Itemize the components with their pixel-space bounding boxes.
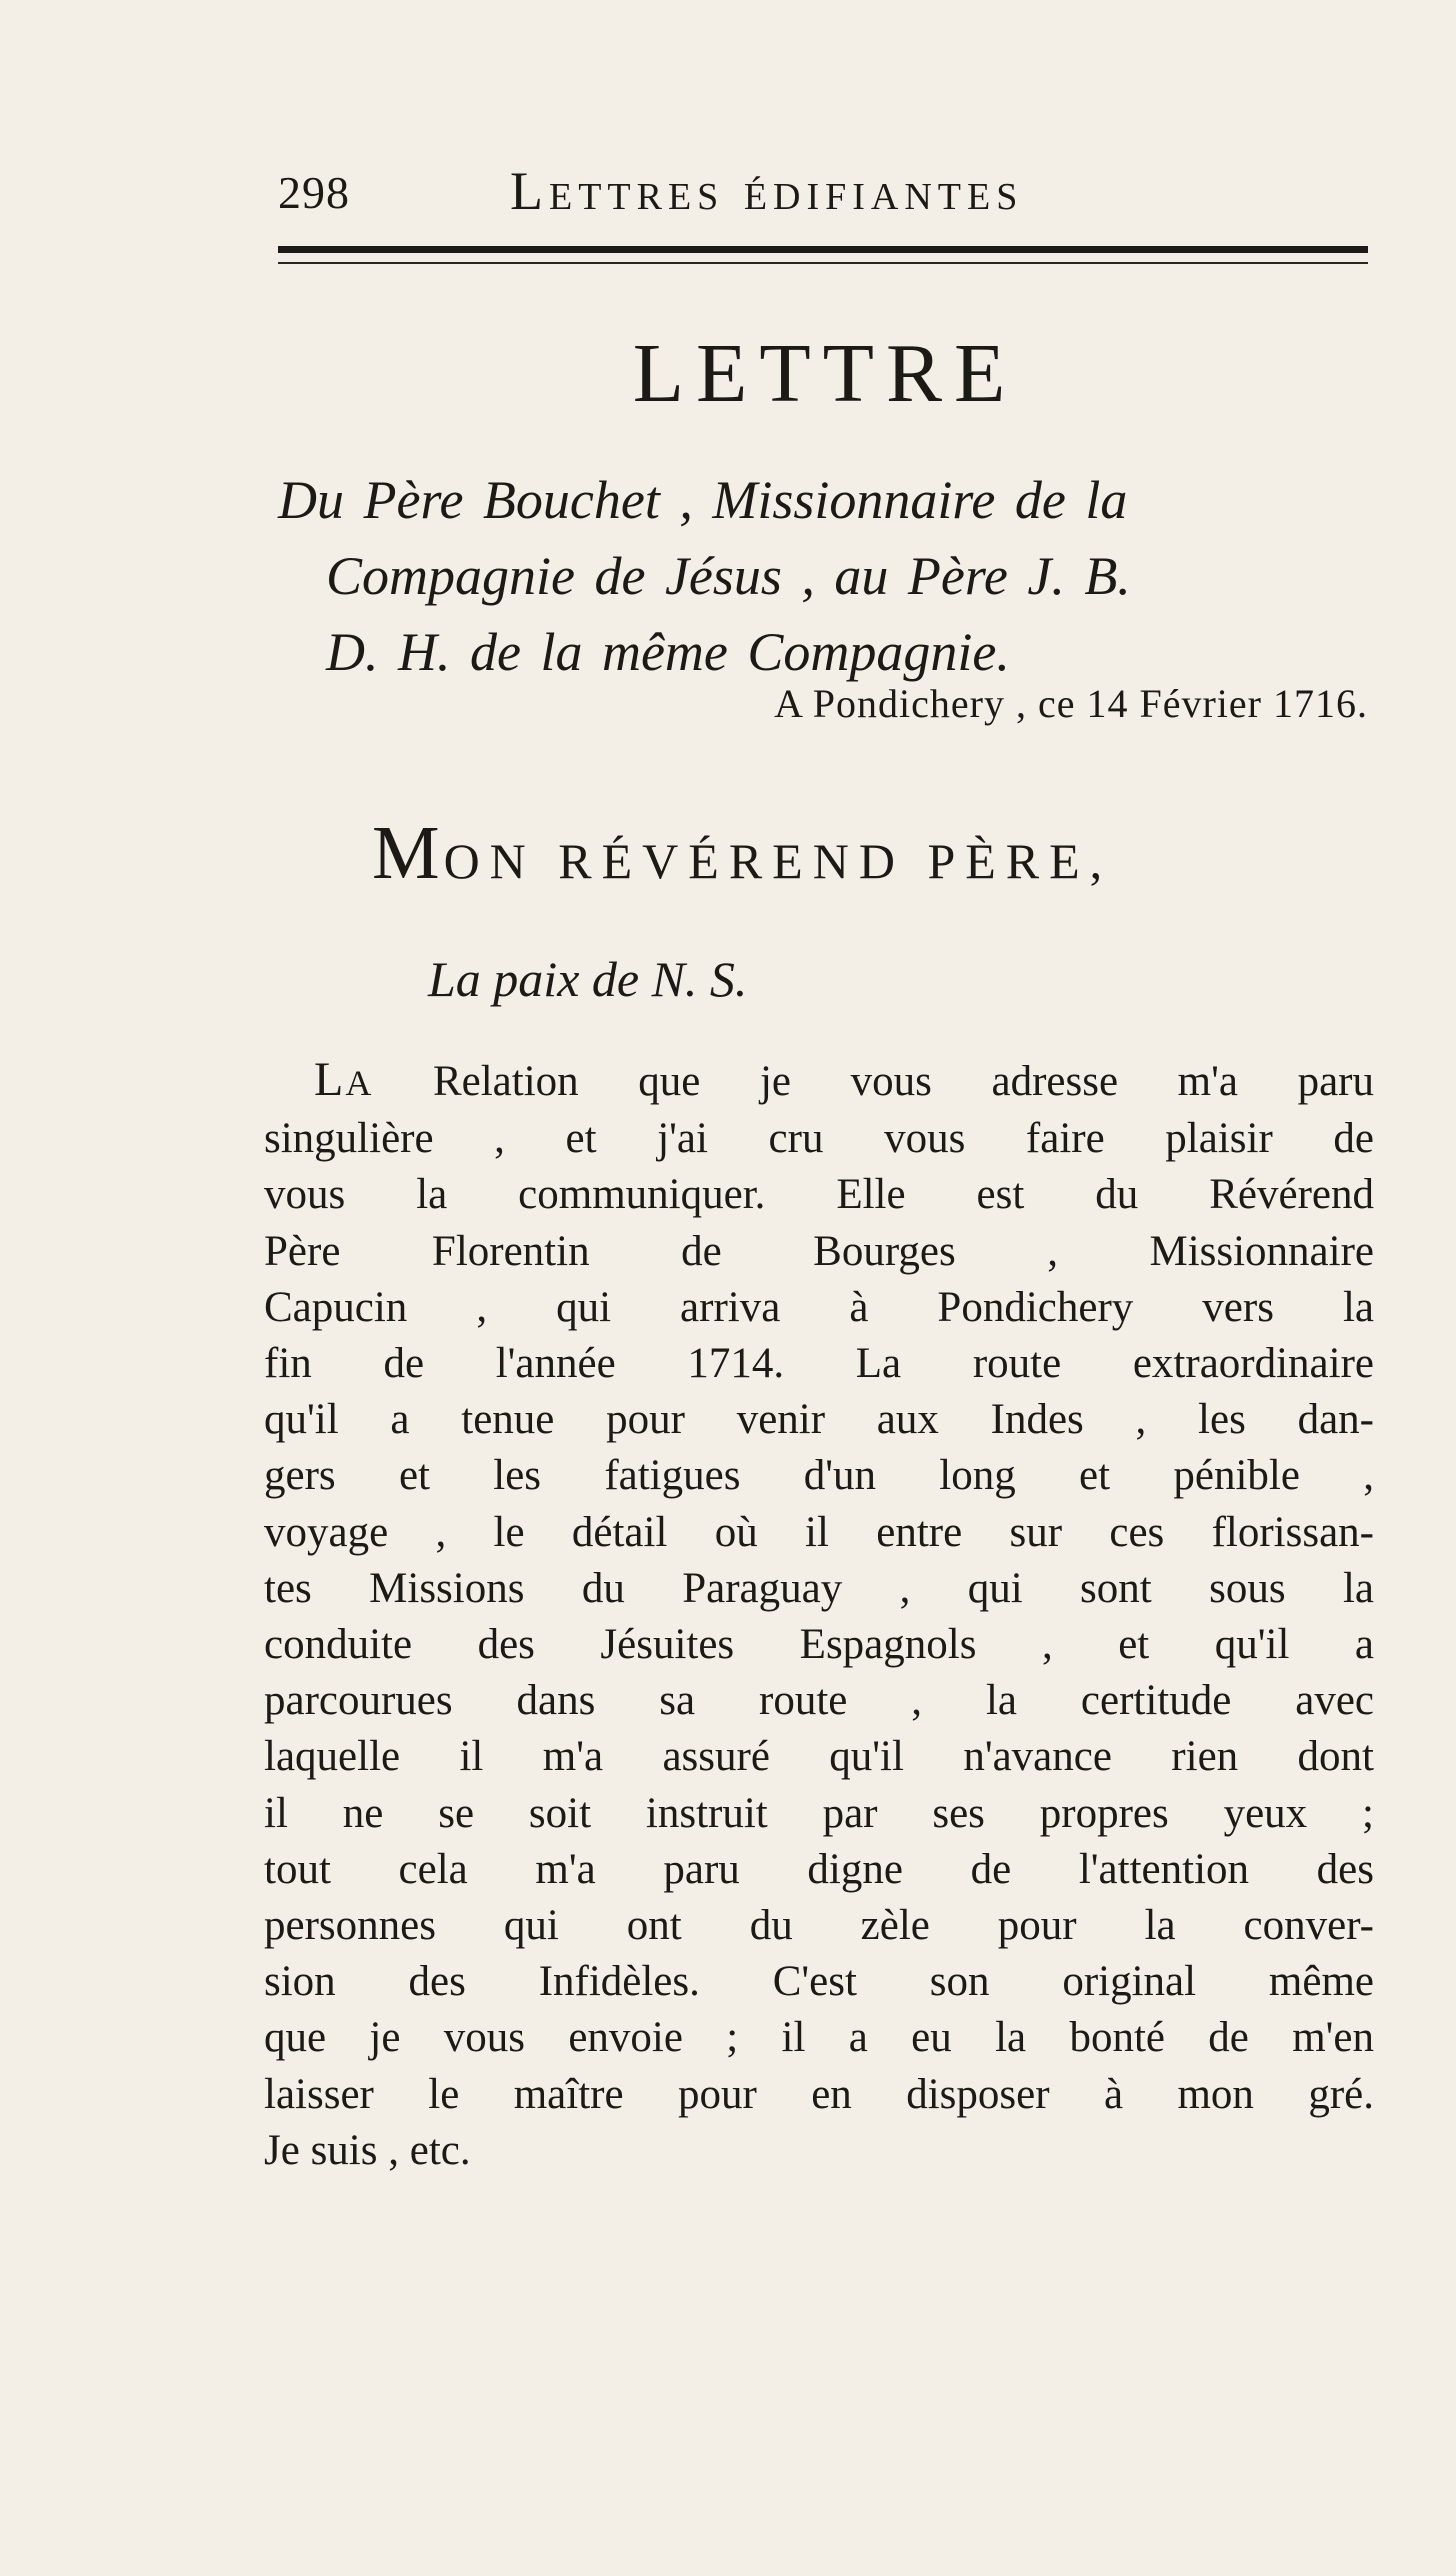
body-line: tes Missions du Paraguay , qui sont sous la [264, 1564, 1374, 1612]
salutation [372, 810, 1112, 897]
body-line-text: Relation que je vous adresse m'a paru [373, 1058, 1374, 1105]
body-line: fin de l'année 1714. La route extraordinaire [264, 1340, 1374, 1388]
body-line: gers et les fatigues d'un long et pénible , [264, 1452, 1374, 1500]
body-line: laisser le maître pour en disposer à mon gré. [264, 2070, 1374, 2118]
letter-body [264, 1052, 1374, 2179]
body-line: Père Florentin de Bourges , Missionnaire [264, 1227, 1374, 1275]
body-line: Je suis , etc. [264, 2126, 471, 2174]
subtitle-line-1: Du Père Bouchet , Missionnaire de la [278, 470, 1128, 530]
body-line: vous la communiquer. Elle est du Révérend [264, 1171, 1374, 1219]
body-line: laquelle il m'a assuré qu'il n'avance rien dont [264, 1733, 1374, 1781]
body-line: tout cela m'a paru digne de l'attention des [264, 1845, 1374, 1893]
header-rule-thick [278, 246, 1368, 253]
greeting: La paix de N. S. [428, 951, 748, 1007]
lead-word-initial: L [314, 1053, 346, 1106]
body-line: Capucin , qui arriva à Pondichery vers la [264, 1283, 1374, 1331]
body-line [264, 1052, 1374, 1111]
body-line: voyage , le détail où il entre sur ces florissan- [264, 1508, 1374, 1556]
header-rule-thin [278, 262, 1368, 264]
salutation-initial: M [372, 811, 444, 895]
dateline: A Pondichery , ce 14 Février 1716. [774, 681, 1368, 726]
body-line: conduite des Jésuites Espagnols , et qu'il a [264, 1621, 1374, 1669]
body-line: sion des Infidèles. C'est son original même [264, 1958, 1374, 2006]
body-line: que je vous envoie ; il a eu la bonté de m'en [264, 2014, 1374, 2062]
body-line: il ne se soit instruit par ses propres yeux ; [264, 1789, 1374, 1837]
lead-word [314, 1053, 373, 1106]
page-number: 298 [278, 167, 350, 218]
body-line: singulière , et j'ai cru vous faire plaisir de [264, 1115, 1374, 1163]
lead-word-rest: A [345, 1063, 374, 1103]
body-line: parcourues dans sa route , la certitude avec [264, 1677, 1374, 1725]
running-header [278, 160, 1368, 220]
subtitle-line-2: Compagnie de Jésus , au Père J. B. [326, 546, 1131, 606]
running-title: Lettres édifiantes [510, 161, 1024, 221]
body-line: qu'il a tenue pour venir aux Indes , les dan- [264, 1396, 1374, 1444]
salutation-text: ON RÉVÉREND PÈRE, [443, 833, 1113, 889]
letter-subtitle [278, 462, 1368, 690]
body-line: personnes qui ont du zèle pour la conver- [264, 1902, 1374, 1950]
letter-heading: LETTRE [632, 327, 1018, 420]
subtitle-line-3: D. H. de la même Compagnie. [326, 622, 1010, 682]
